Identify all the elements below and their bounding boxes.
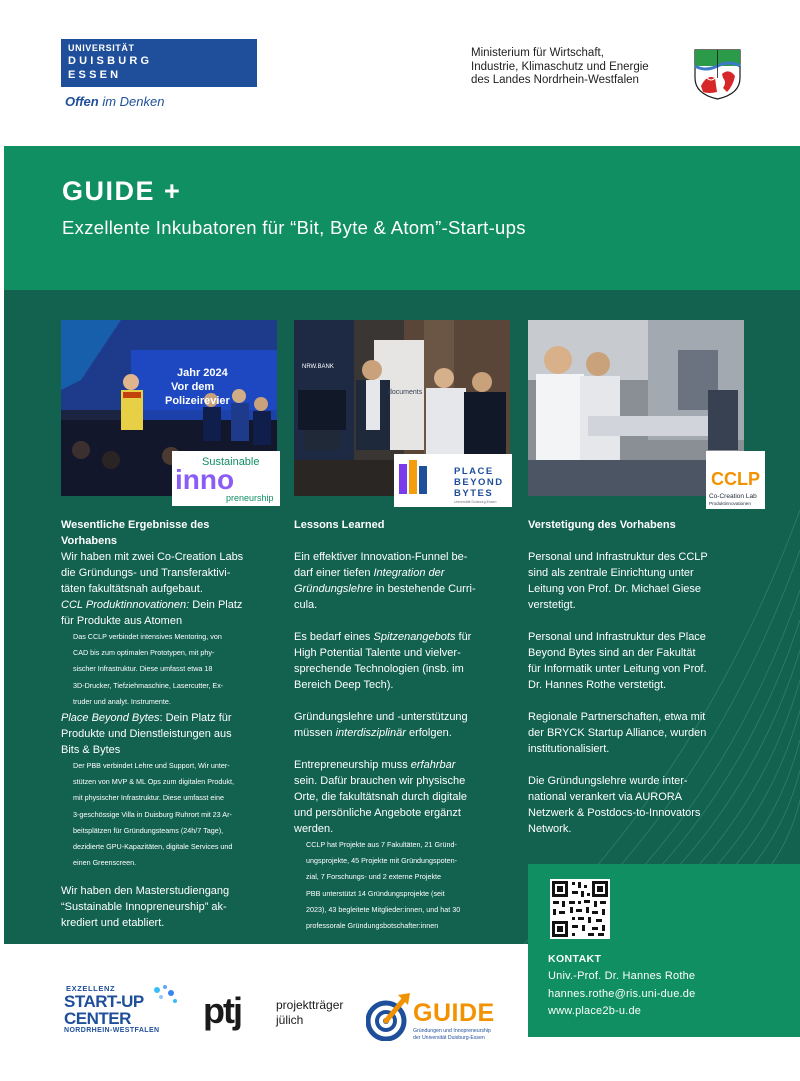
place-beyond-bytes-badge: [394, 454, 512, 507]
photo1-overlay-line3: Polizeirevier: [165, 395, 230, 407]
contact-email[interactable]: hannes.rothe@ris.uni-due.de: [548, 988, 696, 1000]
innopreneurship-badge: [172, 451, 280, 506]
guide-logo: GUIDE Gründungen und Innopreneurship der Universität Duisburg-Essen: [366, 987, 512, 1045]
uni-tagline: Offen im Denken: [65, 94, 165, 109]
badge-inno: inno: [175, 464, 235, 495]
contact-name: Univ.-Prof. Dr. Hannes Rothe: [548, 970, 696, 982]
uni-logo-line3: ESSEN: [68, 69, 122, 81]
uni-logo-line2: DUISBURG: [68, 55, 153, 67]
contact-heading: KONTAKT: [548, 953, 602, 965]
university-logo: [61, 39, 257, 87]
qr-code-icon[interactable]: [550, 879, 610, 939]
cclp-line1: Co-Creation Lab: [709, 493, 757, 500]
col1-heading: Wesentliche Ergebnisse des Vorhabens: [61, 519, 210, 547]
ccl-detail: Das CCLP verbindet intensives Mentoring, von CAD bis zum optimalen Prototypen, mit phy- sischer Infrastruktur. Diese umfasst etwa 18 3D-Drucker, Tiefziehmaschine, Lasercutter, Ex- truder und analyt. Instrumente.: [73, 632, 224, 706]
col2-body: Ein effektiver Innovation-Funnel be- darf einer tiefen Integration der Gründungslehre in bestehende Curri- cula. Es bedarf eines Spitzenangebots für High Potential Talente und vielver- sprechende Technologien (insb. im Bereich Deep Tech). Gründungslehre und -unterstützung müssen interdisziplinär erfolgen. Entrepreneurship muss erfahrbar sein. Dafür brauchen wir physische Orte, die fakultätsnah durch digitale und persönliche Angebote ergänzt werden. CCLP hat Projekte aus 7 Fakultäten, 21 Gründ- ungsprojekte, 45 Projekte mit Gründungspoten- zial, 7 Forschungs- und 2 externe Projekte PBB unterstützt 14 Gründungsprojekte (seit 2023), 43 begleitete Mitglieder:innen, und hat 30 professorale Gründungsbotschafter:innen: [294, 549, 519, 934]
col2-heading: Lessons Learned: [294, 519, 385, 531]
col3-heading: Verstetigung des Vorhabens: [528, 519, 676, 531]
ministry-name: Ministerium für Wirtschaft, Industrie, Klimaschutz und Energie des Landes Nordrhein-Westfalen: [471, 47, 649, 86]
startup-center-logo: EXZELLENZ START-UP CENTER NORDRHEIN-WESTFALEN: [61, 984, 179, 1036]
cclp-logo-text: CCLP: [711, 469, 760, 489]
photo1-overlay-line1: Jahr 2024: [177, 367, 228, 379]
badge-preneurship: preneurship: [226, 493, 274, 503]
col3-body: Personal und Infrastruktur des CCLP sind als zentrale Einrichtung unter Leitung von Prof. Dr. Michael Giese verstetigt. Personal und Infrastruktur des Place Beyond Bytes sind an der Fakultät für Informatik unter Leitung von Prof. Dr. Hannes Rothe verstetigt. Regionale Partnerschaften, etwa mit der BRYCK Startup Alliance, wurden institutionalisiert. Die Gründungslehre wurde inter- national verankert via AURORA Netzwerk & Postdocs-to-Innovators Network.: [528, 551, 708, 835]
page-title: GUIDE +: [62, 176, 182, 206]
col1-body: Wir haben mit zwei Co-Creation Labs die Gründungs- und Transferaktivi- täten fakultätsnah aufgebaut. CCL Produktinnovationen: Dein Platz für Produkte aus Atomen Das CCLP verbindet intensives Mentoring, von CAD bis zum optimalen Prototypen, mit phy- sischer Infrastruktur. Diese umfasst etwa 18 3D-Drucker, Tiefziehmaschine, Lasercutter, Ex- truder und analyt. Instrumente. Place Beyond Bytes: Dein Platz für Produkte und Dienstleistungen aus Bits & Bytes Der PBB verbindet Lehre und Support, Wir unter- stützen von MVP & ML Ops zum digitalen Produkt, mit physischer Infrastruktur. Diese umfasst eine 3-geschössige Villa in Duisburg Ruhrort mit 23 Ar- beitsplätzen für Gründungsteams (24h/7 Tage), dezidierte GPU-Kapazitäten, digitale Services und einen Greenscreen. Wir haben den Masterstudiengang “Sustainable Innopreneurship” ak- krediert und etabliert.: [61, 549, 286, 931]
page-subtitle: Exzellente Inkubatoren für “Bit, Byte & Atom”-Start-ups: [62, 217, 526, 238]
photo1-overlay-line2: Vor dem: [171, 381, 215, 393]
pbb-small: Universität Duisburg-Essen: [454, 500, 497, 504]
pbb-line1: PLACE: [454, 466, 494, 477]
pbb-detail: Der PBB verbindet Lehre und Support, Wir unter- stützen von MVP & ML Ops zum digitalen Produkt, mit physischer Infrastruktur. Diese umfasst eine 3-geschössige Villa in Duisburg Ruhrort mit 23 Ar- beitsplätzen für Gründungsteams (24h/7 Tage), dezidierte GPU-Kapazitäten, digitale Services und einen Greenscreen.: [73, 761, 234, 868]
uni-logo-line1: UNIVERSITÄT: [68, 43, 135, 53]
contact-website[interactable]: www.place2b-u.de: [548, 1005, 642, 1017]
photo2-banner: NRW.BANK: [302, 364, 334, 370]
cclp-line2: Produktinnovationen: [709, 501, 751, 506]
photo2-screen-text: documents: [388, 389, 423, 396]
cclp-badge: [706, 451, 765, 509]
badge-sustainable: Sustainable: [202, 456, 260, 468]
dots-icon: [151, 984, 179, 1006]
stats-detail: CCLP hat Projekte aus 7 Fakultäten, 21 Gründ- ungsprojekte, 45 Projekte mit Gründungspoten- zial, 7 Forschungs- und 2 externe Projekte PBB unterstützt 14 Gründungsprojekte (seit 2023), 43 begleitete Mitglieder:innen, und hat 30 professorale Gründungsbotschafter:innen: [306, 840, 461, 931]
pbb-line3: BYTES: [454, 488, 494, 499]
pbb-line2: BEYOND: [454, 477, 504, 488]
ptj-logo: ptj projektträger jülich: [203, 990, 344, 1031]
target-arrow-icon: [366, 991, 412, 1041]
nrw-crest-icon: [693, 48, 742, 100]
